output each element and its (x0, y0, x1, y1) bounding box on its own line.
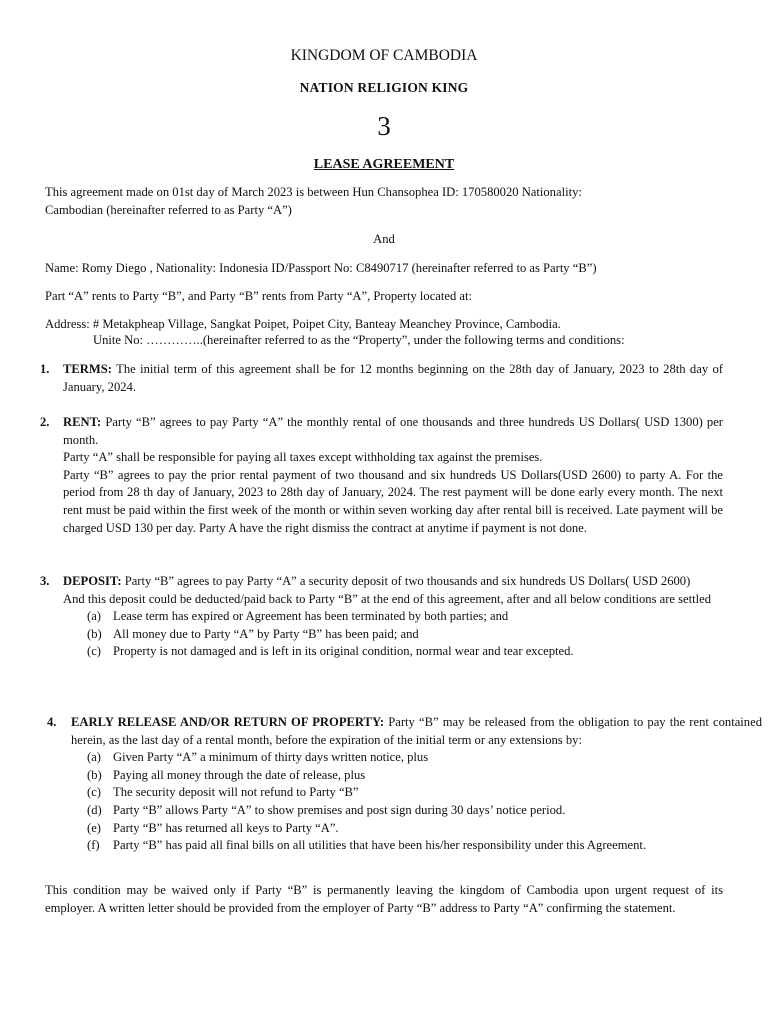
section-number: 1. (40, 362, 50, 376)
rent-paragraph-3: Party “B” agrees to pay the prior rental payment of two thousand and six hundreds US Dollars(USD 2600) to party A. For the period from 28 th day of January, 2023 to 28th day of January, 2024. The rest payment will be done early every month. The next rent must be paid within the first week of the month or within seven working day after rental bill is received. Late payment will be charged USD 130 per day. Party A have the right dismiss the contract at anytime if payment is not done. (63, 467, 723, 535)
page-number: 3 (377, 111, 391, 141)
section-heading: DEPOSIT: (63, 574, 122, 588)
list-item (87, 767, 762, 785)
list-item (87, 802, 762, 820)
item-label: (a) (87, 609, 101, 624)
item-label: (c) (87, 785, 101, 800)
rent-paragraph-2: Party “A” shall be responsible for paying all taxes except withholding tax against the premises. (63, 450, 543, 465)
item-label: (e) (87, 820, 101, 835)
intro-line-1: This agreement made on 01st day of March 2023 is between Hun Chansophea ID: 170580020 Nationality: (45, 185, 582, 199)
release-paragraph (71, 714, 762, 749)
section-number: 2. (40, 415, 50, 429)
list-item (87, 608, 723, 626)
item-text: Party “B” has returned all keys to Party “A”. (113, 820, 339, 835)
section-number: 3. (40, 574, 50, 588)
section-text: Party “B” may be released from the obligation to pay the rent contained herein, as the last day of a rental month, before the expiration of the initial term or any extensions by: (71, 715, 762, 747)
kingdom-title: KINGDOM OF CAMBODIA (290, 47, 478, 64)
section-heading: TERMS: (63, 362, 112, 376)
party-b-details: Name: Romy Diego , Nationality: Indonesia ID/Passport No: C8490717 (hereinafter referred to as Party “B”) (45, 261, 597, 275)
section-text: The initial term of this agreement shall be for 12 months beginning on the 28th day of January, 2023 to 28th day of January, 2024. (63, 362, 723, 394)
and-separator: And (373, 232, 395, 246)
item-label: (a) (87, 750, 101, 765)
national-motto: NATION RELIGION KING (299, 80, 469, 95)
section-body (63, 361, 723, 396)
item-text: Party “B” allows Party “A” to show premises and post sign during 30 days’ notice period. (113, 802, 566, 817)
list-item (87, 784, 762, 802)
item-text: Party “B” has paid all final bills on all utilities that have been his/her responsibility under this Agreement. (113, 838, 647, 853)
item-label: (c) (87, 644, 101, 659)
item-label: (f) (87, 838, 100, 853)
section-body (63, 573, 723, 661)
item-text: All money due to Party “A” by Party “B” has been paid; and (113, 626, 419, 641)
property-address: Address: # Metakpheap Village, Sangkat Poipet, Poipet City, Banteay Meanchey Province, Cambodia. (45, 317, 561, 331)
deposit-paragraph-2: And this deposit could be deducted/paid back to Party “B” at the end of this agreement, after and all below conditions are settled (63, 591, 712, 606)
item-label: (b) (87, 767, 102, 782)
document-title: LEASE AGREEMENT (313, 157, 455, 172)
deposit-conditions-list (63, 608, 723, 661)
intro-line-2: Cambodian (hereinafter referred to as Party “A”) (45, 203, 292, 217)
item-text: Lease term has expired or Agreement has been terminated by both parties; and (113, 609, 509, 624)
release-conditions-list (63, 749, 762, 855)
section-number: 4. (47, 715, 57, 729)
item-text: Given Party “A” a minimum of thirty days written notice, plus (113, 750, 429, 765)
item-text: Paying all money through the date of release, plus (113, 767, 366, 782)
list-item (87, 820, 762, 838)
item-label: (b) (87, 626, 102, 641)
item-text: The security deposit will not refund to Party “B” (113, 785, 359, 800)
section-body (71, 714, 762, 855)
unit-number-line: Unite No: …………..(hereinafter referred to as the “Property”, under the following terms and conditions: (93, 333, 625, 347)
section-text: Party “B” agrees to pay Party “A” the monthly rental of one thousands and three hundreds US Dollars( USD 1300) per month. (63, 415, 723, 447)
section-heading: EARLY RELEASE AND/OR RETURN OF PROPERTY: (71, 715, 385, 729)
list-item (87, 749, 762, 767)
section-body (63, 414, 723, 537)
list-item (87, 626, 723, 644)
deposit-paragraph-1 (63, 573, 723, 591)
item-label: (d) (87, 802, 102, 817)
list-item (87, 643, 723, 661)
section-text: Party “B” agrees to pay Party “A” a security deposit of two thousands and six hundreds US Dollars( USD 2600) (121, 574, 691, 588)
section-heading: RENT: (63, 415, 102, 429)
item-text: Property is not damaged and is left in its original condition, normal wear and tear excepted. (113, 644, 574, 659)
list-item (87, 837, 762, 855)
rent-statement: Part “A” rents to Party “B”, and Party “B” rents from Party “A”, Property located at: (45, 289, 473, 303)
waiver-paragraph: This condition may be waived only if Party “B” is permanently leaving the kingdom of Cambodia upon urgent request of its employer. A written letter should be provided from the employer of Party “B” address to Party “A” confirming the statement. (45, 883, 723, 915)
rent-paragraph-1 (63, 414, 723, 449)
